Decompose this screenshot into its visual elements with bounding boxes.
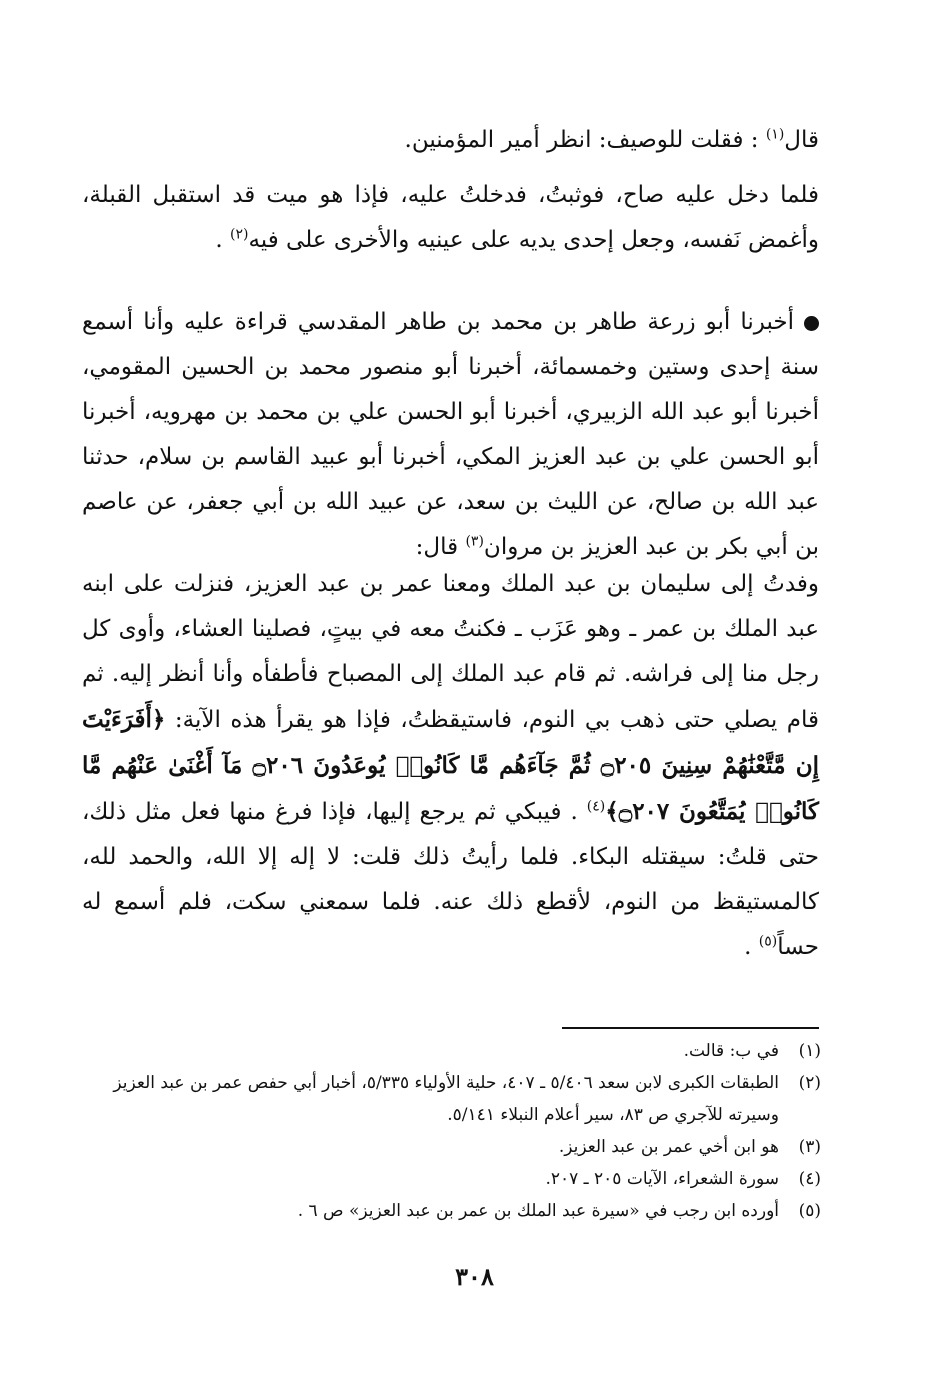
paragraph-text: قال xyxy=(784,127,819,153)
footnote-ref-1: (١) xyxy=(765,126,785,143)
footnote-number: (٣) xyxy=(798,1137,821,1157)
footnote-divider xyxy=(562,1027,819,1029)
paragraph-text: : فقلت للوصيف: انظر أمير المؤمنين. xyxy=(404,127,766,153)
paragraph-text: فلما دخل عليه صاح، فوثبتُ، فدخلتُ عليه، فإذا هو ميت قد استقبل القبلة، وأغمض نَفسه، وجعل إحدى يديه على عينيه والأخرى على فيه xyxy=(82,182,819,253)
bullet-icon xyxy=(804,316,819,331)
footnote-number: (٢) xyxy=(798,1073,821,1093)
footnote-item xyxy=(82,1163,821,1195)
footnote-text: سورة الشعراء، الآيات ٢٠٥ ـ ٢٠٧. xyxy=(545,1169,779,1189)
footnote-number: (١) xyxy=(798,1041,821,1061)
paragraph-3 xyxy=(82,300,819,570)
quran-verse: ﴿أَفَرَءَيْتَ إِن مَّتَّعْنَٰهُمْ سِنِينَ ۝٢٠٥ ثُمَّ جَآءَهُم مَّا كَانُوا۟ يُوعَدُونَ ۝٢٠٦ مَآ أَغْنَىٰ عَنْهُم مَّا كَانُوا۟ يُمَتَّعُونَ ۝٢٠٧﴾ xyxy=(82,706,820,825)
footnote-text: أورده ابن رجب في «سيرة عبد الملك بن عمر بن عبد العزيز» ص ٦ . xyxy=(297,1201,779,1221)
paragraph-1 xyxy=(82,118,819,163)
paragraph-4 xyxy=(82,562,819,970)
paragraph-text: قال: xyxy=(415,534,466,560)
footnote-text: هو ابن أخي عمر بن عبد العزيز. xyxy=(558,1137,779,1157)
footnote-number: (٤) xyxy=(798,1169,821,1189)
footnotes-list xyxy=(82,1035,821,1227)
paragraph-2 xyxy=(82,173,819,263)
footnote-number: (٥) xyxy=(798,1201,821,1221)
footnote-ref-3: (٣) xyxy=(465,533,484,550)
paragraph-text: أخبرنا أبو زرعة طاهر بن محمد بن طاهر المقدسي قراءة عليه وأنا أسمع سنة إحدى وستين وخمسمائة، أخبرنا أبو منصور محمد بن الحسين المقومي، أخبرنا أبو عبد الله الزبيري، أخبرنا أبو الحسن علي بن محمد بن مهرويه، أخبرنا أبو الحسن علي بن عبد العزيز المكي، أخبرنا أبو عبيد القاسم بن سلام، حدثنا عبد الله بن صالح، عن الليث بن سعد، عن عبيد الله بن أبي جعفر، عن عاصم بن أبي بكر بن عبد العزيز بن مروان xyxy=(82,309,819,560)
footnote-text: الطبقات الكبرى لابن سعد ٥/٤٠٦ ـ ٤٠٧، حلية الأولياء ٥/٣٣٥، أخبار أبي حفص عمر بن عبد العزيز وسيرته للآجري ص ٨٣، سير أعلام النبلاء ٥/١٤١. xyxy=(113,1073,779,1125)
paragraph-text: . xyxy=(215,227,230,253)
paragraph-text: وفدتُ إلى سليمان بن عبد الملك ومعنا عمر بن عبد العزيز، فنزلت على ابنه عبد الملك بن عمر ـ وهو عَزَب ـ فكنتُ معه في بيتٍ، فصلينا العشاء، وأوى كل رجل منا إلى فراشه. ثم قام عبد الملك إلى المصباح فأطفأه وأنا أنظر إليه. ثم قام يصلي حتى ذهب بي النوم، فاستيقظتُ، فإذا هو يقرأ هذه الآية: xyxy=(82,571,820,733)
page-number: ٣٠٨ xyxy=(455,1262,494,1291)
footnote-ref-5: (٥) xyxy=(758,933,778,950)
footnote-item xyxy=(82,1131,821,1163)
paragraph-text: . فيبكي ثم يرجع إليها، فإذا فرغ منها فعل مثل ذلك، حتى قلتُ: سيقتله البكاء. فلما رأيتُ ذلك قلت: لا إله إلا الله، والحمد لله، كالمستيقظ من النوم، لأقطع ذلك عنه. فلما سمعني سكت، فلم أسمع له حساً xyxy=(82,799,819,960)
footnote-text: في ب: قالت. xyxy=(683,1041,779,1061)
footnote-ref-4: (٤) xyxy=(586,798,606,815)
paragraph-text: . xyxy=(744,934,759,960)
footnote-ref-2: (٢) xyxy=(230,226,249,243)
footnote-item xyxy=(82,1067,821,1131)
footnote-item xyxy=(82,1035,821,1067)
footnote-item xyxy=(82,1195,821,1227)
